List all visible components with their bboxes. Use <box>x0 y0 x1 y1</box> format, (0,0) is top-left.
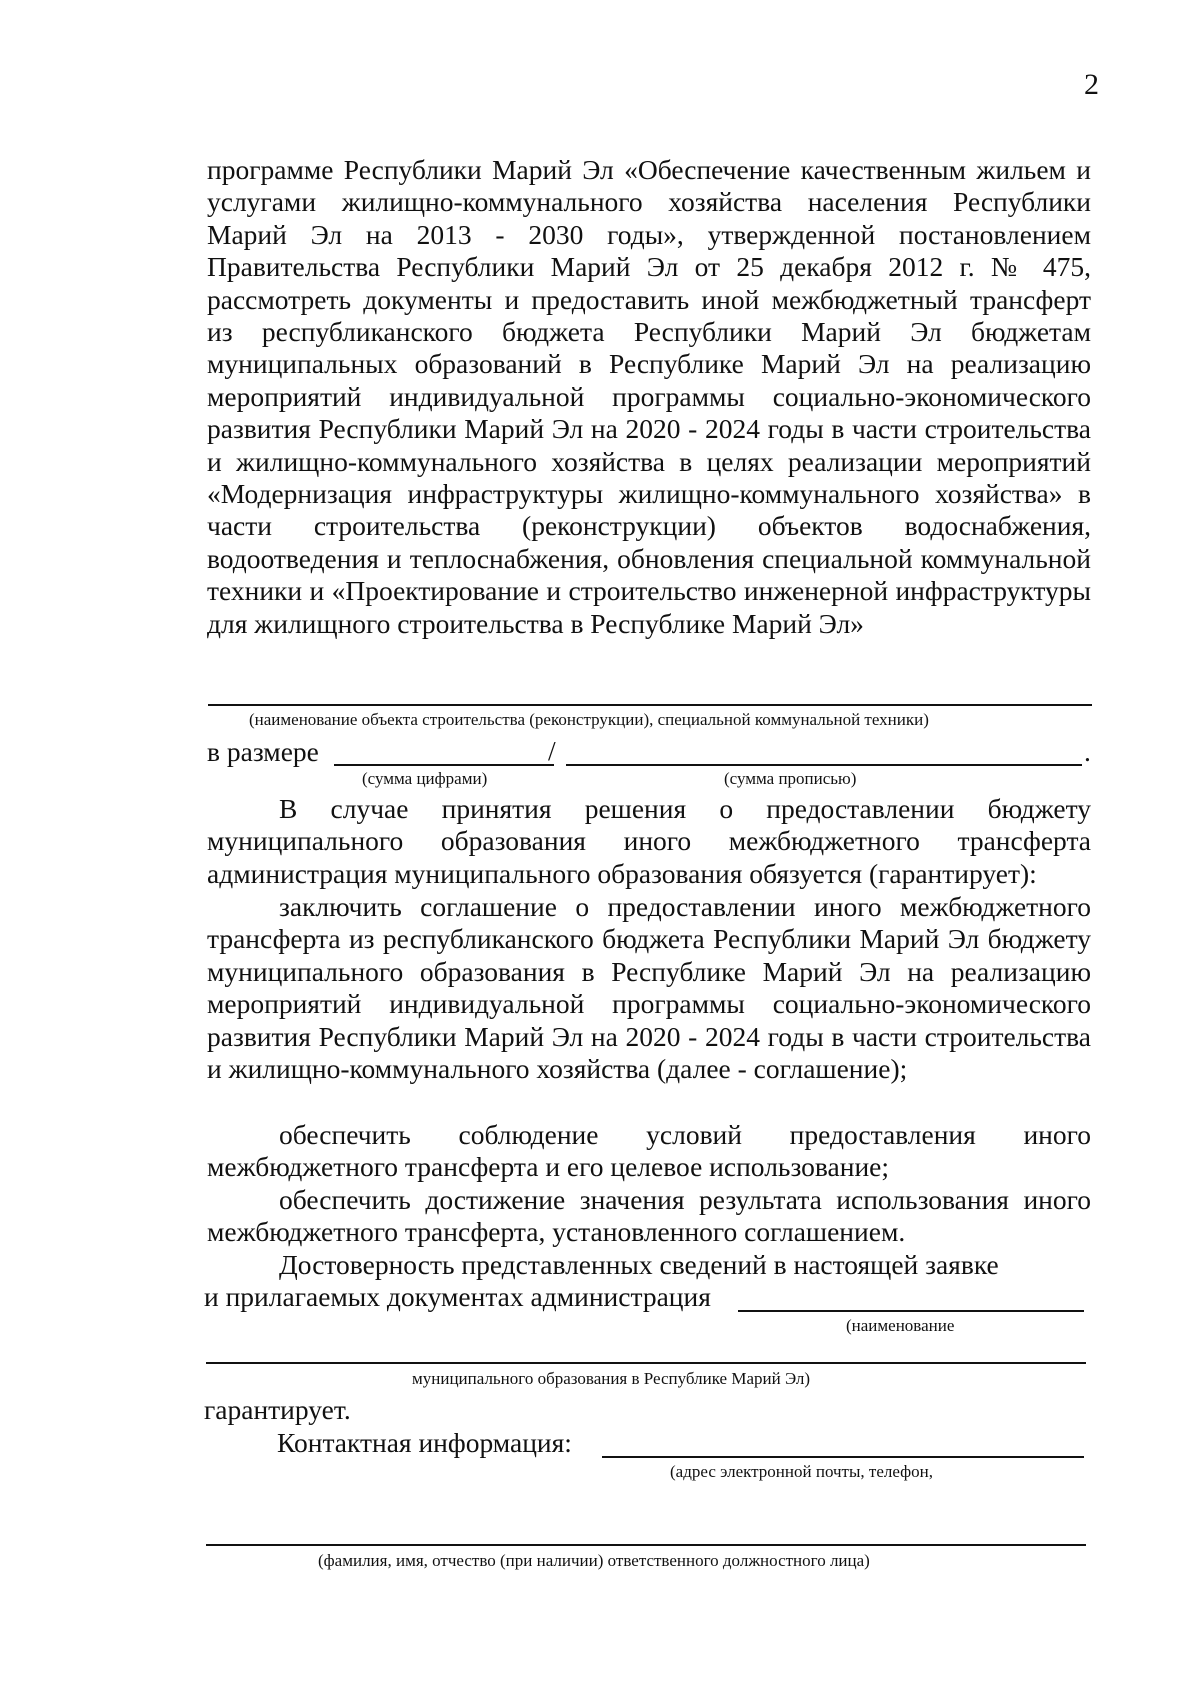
caption-contact-part2: (фамилия, имя, отчество (при наличии) ответственного должностного лица) <box>318 1551 870 1570</box>
amount-digits-line[interactable] <box>334 764 554 766</box>
page-number: 2 <box>1084 68 1099 101</box>
paragraph-compliance: обеспечить соблюдение условий предоставления иного межбюджетного трансферта и его целевое использование; <box>207 1119 1091 1183</box>
caption-contact-part1: (адрес электронной почты, телефон, <box>670 1462 933 1481</box>
responsible-person-line[interactable] <box>206 1544 1086 1546</box>
object-name-line[interactable] <box>208 704 1092 706</box>
paragraph-request: программе Республики Марий Эл «Обеспечение качественным жильем и услугами жилищно-коммунального хозяйства населения Республики Марий Эл на 2013 - 2030 годы», утвержденной постановлением Правительства Республики Марий Эл от 25 декабря 2012 г. № 475, рассмотреть документы и предоставить иной межбюджетный трансферт из республиканского бюджета Республики Марий Эл бюджетам муниципальных образований в Республике Марий Эл на реализацию мероприятий индивидуальной программы социально-экономического развития Республики Марий Эл на 2020 - 2024 годы в части строительства и жилищно-коммунального хозяйства в целях реализации мероприятий «Модернизация инфраструктуры жилищно-коммунального хозяйства» в части строительства (реконструкции) объектов водоснабжения, водоотведения и теплоснабжения, обновления специальной коммунальной техники и «Проектирование и строительство инженерной инфраструктуры для жилищного строительства в Республике Марий Эл» <box>207 154 1091 639</box>
caption-name-part1: (наименование <box>846 1316 955 1335</box>
amount-separator: / <box>548 735 556 766</box>
caption-object-name: (наименование объекта строительства (реконструкции), специальной коммунальной техники) <box>249 710 929 729</box>
paragraph-obligations: В случае принятия решения о предоставлении бюджету муниципального образования иного межбюджетного трансферта администрация муниципального образования обязуется (гарантирует): <box>207 793 1091 889</box>
paragraph-agreement: заключить соглашение о предоставлении иного межбюджетного трансферта из республиканского бюджета Республики Марий Эл бюджету муниципального образования в Республике Марий Эл на реализацию мероприятий индивидуальной программы социально-экономического развития Республики Марий Эл на 2020 - 2024 годы в части строительства и жилищно-коммунального хозяйства (далее - соглашение); <box>207 891 1091 1085</box>
caption-name-part2: муниципального образования в Республике Марий Эл) <box>412 1369 811 1388</box>
caption-amount-words: (сумма прописью) <box>724 769 857 788</box>
paragraph-result: обеспечить достижение значения результата использования иного межбюджетного трансферта, установленного соглашением. <box>207 1184 1091 1248</box>
amount-words-line[interactable] <box>566 764 1082 766</box>
municipality-name-line[interactable] <box>206 1362 1086 1364</box>
administration-name-line[interactable] <box>738 1310 1084 1312</box>
contact-label: Контактная информация: <box>277 1427 572 1458</box>
contact-line[interactable] <box>602 1456 1084 1458</box>
paragraph-reliability-line1: Достоверность представленных сведений в настоящей заявке <box>279 1249 999 1280</box>
guarantees-text: гарантирует. <box>204 1394 351 1425</box>
amount-label: в размере <box>207 736 319 767</box>
paragraph-reliability-line2: и прилагаемых документах администрация <box>204 1281 711 1312</box>
caption-amount-digits: (сумма цифрами) <box>362 769 488 788</box>
amount-end-period: . <box>1084 736 1091 767</box>
